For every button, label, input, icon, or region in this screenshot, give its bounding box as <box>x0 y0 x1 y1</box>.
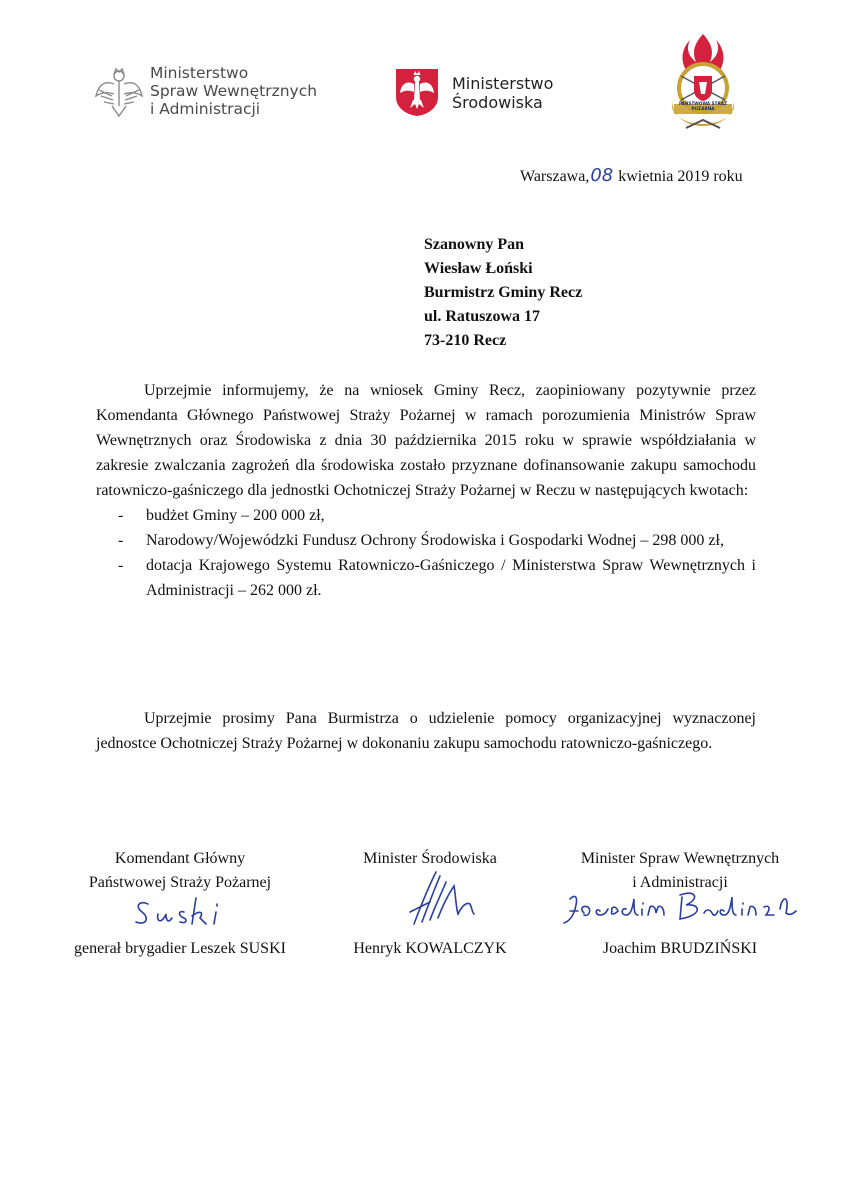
recipient-salutation: Szanowny Pan <box>424 236 525 253</box>
signature-title-commander <box>60 847 300 895</box>
list-item-text: dotacja Krajowego Systemu Ratowniczo-Gaśniczego / Ministerstwa Spraw Wewnętrznych i Administracji – 262 000 zł. <box>146 557 756 599</box>
list-item <box>96 503 756 528</box>
mswia-line-2: Spraw Wewnętrznych <box>150 82 318 100</box>
sig2-title-line-1: Minister Środowiska <box>363 850 497 867</box>
handwritten-signature-brudzinski <box>560 885 810 935</box>
funding-list <box>96 503 756 603</box>
mos-logo-text <box>452 74 553 112</box>
mos-line-2: Środowiska <box>452 93 543 112</box>
list-item <box>96 528 756 553</box>
eagle-emblem-icon <box>94 66 144 118</box>
sig3-title-line-1: Minister Spraw Wewnętrznych <box>580 850 780 867</box>
recipient-address <box>424 233 582 353</box>
recipient-street: ul. Ratuszowa 17 <box>424 308 541 325</box>
list-item-text: Narodowy/Wojewódzki Fundusz Ochrony Środowiska i Gospodarki Wodnej – 298 000 zł, <box>146 532 724 549</box>
fire-service-badge-icon <box>664 30 742 132</box>
sig1-title-line-2: Państwowej Straży Pożarnej <box>88 874 272 891</box>
sig3-title-line-2: i Administracji <box>632 874 728 891</box>
mswia-line-3: i Administracji <box>150 100 261 118</box>
letter-date <box>520 165 743 186</box>
body-paragraph-2: Uprzejmie prosimy Pana Burmistrza o udzielenie pomocy organizacyjnej wyznaczonej jednostce Ochotniczej Straży Pożarnej w dokonaniu zakupu samochodu ratowniczo-gaśniczego. <box>96 710 756 752</box>
date-rest: kwietnia 2019 roku <box>618 168 743 185</box>
list-dash: - <box>118 532 124 549</box>
letter-body <box>96 378 756 603</box>
mos-line-1: Ministerstwo <box>452 74 554 93</box>
handwritten-signature-kowalczyk <box>400 862 490 932</box>
date-handwritten-day: 08 <box>590 165 614 186</box>
signatory-name-kowalczyk: Henryk KOWALCZYK <box>353 940 507 957</box>
recipient-name: Wiesław Łoński <box>424 260 533 277</box>
mswia-line-1: Ministerstwo <box>150 64 249 82</box>
sig1-title-line-1: Komendant Główny <box>114 850 246 867</box>
body-paragraph-1: Uprzejmie informujemy, że na wniosek Gminy Recz, zaopiniowany pozytywnie przez Komendanta Głównego Państwowej Straży Pożarnej w ramach porozumienia Ministrów Spraw Wewnętrznych oraz Środowiska z dnia 30 października 2015 roku w sprawie współdziałania w zakresie zwalczania zagrożeń dla środowiska zostało przyznane dofinansowanie zakupu samochodu ratowniczo-gaśniczego dla jednostki Ochotniczej Straży Pożarnej w Reczu w następujących kwotach: <box>96 382 756 499</box>
signatory-name-brudzinski: Joachim BRUDZIŃSKI <box>602 940 758 957</box>
handwritten-signature-suski <box>130 890 240 935</box>
polish-eagle-shield-icon <box>394 67 440 117</box>
list-item-text: budżet Gminy – 200 000 zł, <box>146 507 325 524</box>
list-dash: - <box>118 557 124 574</box>
recipient-postal: 73-210 Recz <box>424 332 507 349</box>
mswia-logo-text <box>150 64 317 118</box>
list-item <box>96 553 756 603</box>
date-city: Warszawa, <box>520 168 590 185</box>
recipient-position: Burmistrz Gminy Recz <box>424 284 583 301</box>
psp-badge-caption: PAŃSTWOWA STRAŻ POŻARNA <box>679 101 727 111</box>
signatory-name-suski: generał brygadier Leszek SUSKI <box>74 940 286 957</box>
list-dash: - <box>118 507 124 524</box>
